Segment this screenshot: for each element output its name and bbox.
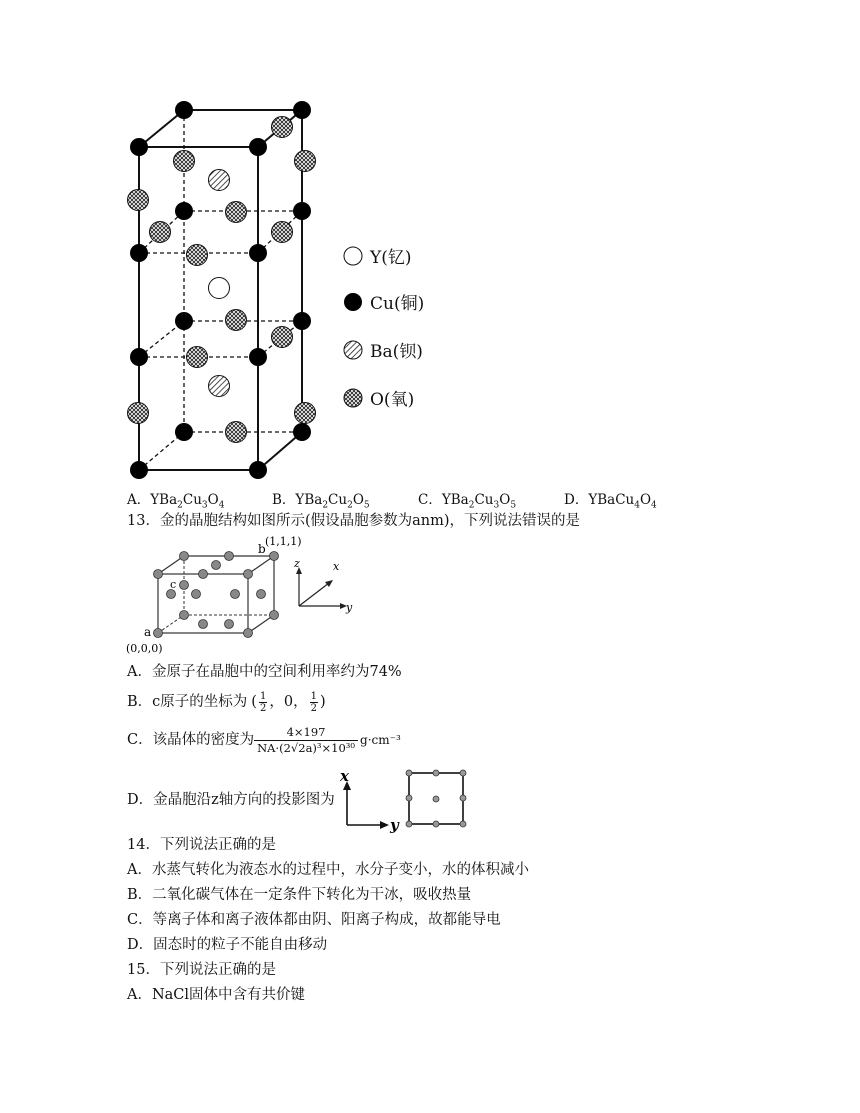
proj-axis-x-label: x xyxy=(340,767,349,785)
q12-option-b: B．$YBa_2Cu_2O_5$ xyxy=(272,492,370,511)
label-c: c xyxy=(170,578,177,591)
legend-item-o: O(氧) xyxy=(342,385,414,410)
label-b: b xyxy=(258,542,266,556)
q12-option-a: A．$YBa_2Cu_3O_4$ xyxy=(127,492,225,511)
label-a: a xyxy=(144,625,152,639)
q13-option-b: B．c原子的坐标为 ( $\frac{1}{2}$ ， 0 ， $\frac{1}{2}$ ) xyxy=(127,690,326,714)
legend-item-ba: Ba(钡) xyxy=(342,337,423,362)
q14-option-a: A．水蒸气转化为液态水的过程中，水分子变小，水的体积减小 xyxy=(127,862,529,878)
y-atom xyxy=(209,278,230,299)
q12-option-d: D．$YBaCu_4O_4$ xyxy=(564,492,657,511)
density-fraction: 4×197 NA·(2√2a)³×10³⁰ xyxy=(254,725,358,756)
q12-option-c: C．$YBa_2Cu_3O_5$ xyxy=(418,492,517,511)
q15-option-a: A．NaCl固体中含有共价键 xyxy=(127,987,306,1003)
open-circle-icon xyxy=(342,245,364,267)
ybacuo-unit-cell-figure xyxy=(110,95,330,485)
formula-b: $YBa_2Cu_2O_5$ xyxy=(295,492,370,511)
proj-axis-y-label: y xyxy=(390,816,399,833)
crosshatched-circle-icon xyxy=(342,387,364,409)
formula-d: $YBaCu_4O_4$ xyxy=(588,492,657,511)
hatched-circle-icon xyxy=(342,339,364,361)
legend-item-y: Y(钇) xyxy=(342,243,412,268)
fraction-half-z: $\frac{1}{2}$ xyxy=(310,690,317,714)
q13-stem: 13．金的晶胞结构如图所示(假设晶胞参数为anm)，下列说法错误的是 xyxy=(127,513,580,529)
axis-z-label: z xyxy=(294,557,300,570)
q13-option-a: A．金原子在晶胞中的空间利用率约为74% xyxy=(127,664,402,680)
solid-circle-icon xyxy=(342,291,364,313)
formula-a: $YBa_2Cu_3O_4$ xyxy=(150,492,225,511)
q13-option-c: C．该晶体的密度为 4×197 NA·(2√2a)³×10³⁰ g·cm⁻³ xyxy=(127,724,401,755)
q15-stem: 15．下列说法正确的是 xyxy=(127,962,276,978)
fraction-half-x: $\frac{1}{2}$ xyxy=(259,690,267,714)
label-a-coord: (0,0,0) xyxy=(126,642,163,655)
axis-y-label: y xyxy=(346,601,353,614)
q14-option-d: D．固态时的粒子不能自由移动 xyxy=(127,937,328,953)
gold-fcc-unit-cell-figure xyxy=(120,535,370,657)
axis-x-label: x xyxy=(333,560,340,573)
projection-figure xyxy=(335,765,475,833)
label-b-coord: (1,1,1) xyxy=(265,535,302,548)
q14-option-c: C．等离子体和离子液体都由阴、阳离子构成，故都能导电 xyxy=(127,912,501,928)
formula-c: $YBa_2Cu_3O_5$ xyxy=(441,492,517,511)
q14-option-b: B．二氧化碳气体在一定条件下转化为干冰，吸收热量 xyxy=(127,887,472,903)
q13-option-d: D．金晶胞沿z轴方向的投影图为 xyxy=(127,792,335,808)
legend-item-cu: Cu(铜) xyxy=(342,289,424,314)
q14-stem: 14．下列说法正确的是 xyxy=(127,837,276,853)
